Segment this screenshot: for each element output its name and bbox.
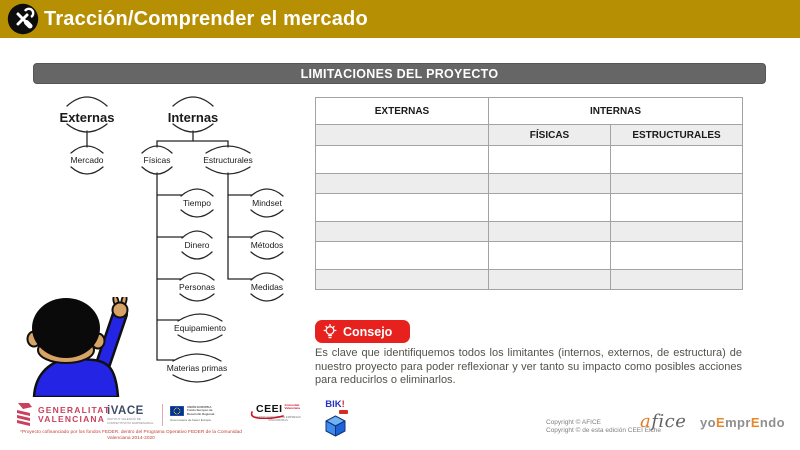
generalitat-valenciana-emblem — [14, 402, 34, 428]
table-row — [316, 222, 743, 242]
table-header-externas: EXTERNAS — [316, 98, 489, 125]
tree-node-materias-primas: Materias primas — [166, 363, 228, 373]
tree-node-internas: Internas — [167, 110, 219, 125]
afice-logo-rest: fice — [651, 411, 687, 432]
footer-logo-divider — [162, 404, 163, 426]
tools-icon — [7, 3, 39, 35]
table-cell-empty — [611, 174, 743, 194]
gva-line2: VALENCIANA — [38, 414, 106, 424]
table-row — [316, 194, 743, 222]
header-bar — [0, 0, 800, 38]
table-cell-empty — [316, 146, 489, 174]
table-cell-empty — [316, 174, 489, 194]
ceei-logo — [253, 404, 303, 422]
tree-node-medidas: Medidas — [250, 282, 284, 292]
table-cell-empty — [489, 270, 611, 290]
table-cell-empty — [316, 222, 489, 242]
eu-tagline: Una manera de hacer Europa — [170, 418, 211, 423]
ceei-region2: Valenciana — [284, 406, 301, 411]
gva-line1: GENERALITAT — [38, 404, 111, 415]
feder-note-line2: Valenciana 2014-2020 — [107, 435, 155, 441]
yoemprendo-part: E — [750, 415, 760, 430]
yoemprendo-part: yo — [700, 415, 716, 430]
table-header-internas: INTERNAS — [489, 98, 743, 125]
tree-node-fisicas: Físicas — [143, 155, 171, 165]
tree-node-metodos: Métodos — [250, 240, 284, 250]
afice-logo — [640, 411, 686, 432]
table-subheader-fisicas: FÍSICAS — [489, 125, 611, 146]
table-row — [316, 174, 743, 194]
page-title: Tracción/Comprender el mercado — [44, 7, 368, 30]
advice-badge — [315, 320, 410, 343]
feder-note-line1: *Proyecto cofinanciado por los fondos FEDER, dentro del Programa Operativo FEDER de la Comunidad — [20, 430, 242, 435]
afice-logo-a: a — [640, 411, 652, 432]
section-title: LIMITACIONES DEL PROYECTO — [300, 66, 499, 81]
ivace-name: iVACE — [107, 405, 144, 417]
tree-node-tiempo: Tiempo — [182, 198, 212, 208]
ceei-region1: Comunitat — [284, 403, 300, 407]
table-cell-empty — [611, 194, 743, 222]
section-title-bar — [33, 63, 766, 84]
generalitat-valenciana-logo — [14, 402, 110, 428]
table-cell-empty — [611, 146, 743, 174]
ceei-name: CEEI — [255, 403, 283, 415]
tree-node-externas: Externas — [59, 110, 115, 125]
tree-node-equipamiento: Equipamiento — [174, 323, 226, 333]
limitations-table — [315, 97, 743, 290]
table-cell-empty — [316, 194, 489, 222]
table-row — [316, 146, 743, 174]
tree-node-personas: Personas — [179, 282, 215, 292]
copyright-line1: Copyright © AFICE — [546, 419, 602, 426]
lightbulb-icon — [323, 324, 337, 340]
bik-red-box — [339, 410, 348, 414]
copyright-line2: Copyright © de esta edición CEEI Elche — [546, 427, 661, 434]
raised-hand-character — [22, 297, 146, 397]
ceei-sub1: CENTRO EUROPEO DE EMPRESAS — [255, 415, 301, 419]
bik-logo — [322, 400, 348, 437]
tree-node-estructurales: Estructurales — [203, 155, 253, 165]
yoemprendo-logo — [700, 415, 785, 430]
ivace-sub1: INSTITUT VALENCIÀ DE — [107, 417, 141, 421]
eu-line3: Desarrollo Regional — [187, 411, 215, 416]
advice-badge-label: Consejo — [343, 324, 393, 339]
yoemprendo-part: E — [715, 415, 726, 430]
eu-line2: Fondo Europeo de — [187, 408, 213, 413]
table-cell-empty — [316, 270, 489, 290]
eu-feder-logo — [170, 406, 226, 422]
table-cell-empty — [316, 125, 489, 146]
table-cell-empty — [611, 222, 743, 242]
eu-line1: UNIÓN EUROPEA — [187, 405, 212, 409]
table-subheader-estructurales: ESTRUCTURALES — [611, 125, 743, 146]
tree-node-dinero: Dinero — [184, 240, 210, 250]
feder-funding-note — [16, 430, 246, 442]
yoemprendo-part: mpr — [725, 415, 751, 430]
table-cell-empty — [489, 194, 611, 222]
tree-node-mercado: Mercado — [70, 155, 104, 165]
table-cell-empty — [611, 270, 743, 290]
table-cell-empty — [489, 242, 611, 270]
yoemprendo-part: ndo — [759, 415, 785, 430]
ivace-sub2: COMPETITIVITAT EMPRESARIAL — [107, 420, 154, 425]
table-cell-empty — [489, 146, 611, 174]
table-row — [316, 242, 743, 270]
advice-text: Es clave que identifiquemos todos los limitantes (internos, externos, de estructura) de nuestro proyecto para poder reflexionar y ver tanto su impacto como posibles acciones para reducirlos o eliminarlos. — [315, 347, 742, 386]
table-cell-empty — [316, 242, 489, 270]
eu-flag-icon — [170, 406, 184, 416]
table-row — [316, 270, 743, 290]
table-cell-empty — [489, 222, 611, 242]
bik-bang: ! — [341, 399, 345, 410]
bik-cube-icon — [325, 415, 346, 437]
ceei-sub2: INNOVADORAS — [268, 418, 288, 422]
table-cell-empty — [489, 174, 611, 194]
bik-name-text: BIK — [325, 399, 342, 410]
ivace-logo — [107, 405, 154, 425]
tree-node-mindset: Mindset — [252, 198, 282, 208]
ceei-swoosh — [250, 410, 284, 419]
table-cell-empty — [611, 242, 743, 270]
